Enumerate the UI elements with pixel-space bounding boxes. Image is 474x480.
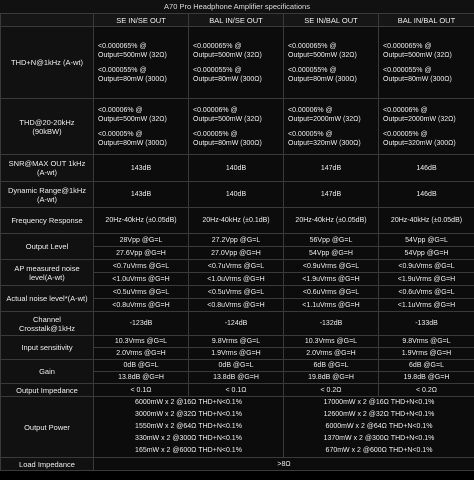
cell: <0.8uVrms @G=H — [94, 299, 189, 312]
cell — [189, 27, 284, 99]
cell-line: Output=80mW (300Ω) — [98, 139, 167, 147]
row-dynamic-range — [1, 182, 474, 208]
cell-line: <0.000055% @ — [193, 66, 242, 74]
cell: < 0.1Ω — [189, 384, 284, 397]
cell: <0.8uVrms @G=H — [189, 299, 284, 312]
row-label — [1, 27, 94, 99]
cell: 9.8Vrms @G=L — [189, 336, 284, 348]
cell: 9.8Vrms @G=L — [379, 336, 474, 348]
cell-line: <0.00006% @ — [98, 106, 143, 114]
row-load-impedance — [1, 458, 474, 471]
cell-line: Output=320mW (300Ω) — [383, 139, 456, 147]
label-line: @20-20kHz (90kBW) — [32, 117, 75, 136]
cell — [379, 27, 474, 99]
cell-line: Output=500mW (32Ω) — [98, 115, 167, 123]
cell: -133dB — [379, 312, 474, 336]
cell: 140dB — [189, 182, 284, 208]
cell: 19.8dB @G=H — [379, 372, 474, 384]
cell: <1.9uVrms @G=H — [284, 273, 379, 286]
cell: 147dB — [284, 155, 379, 182]
cell: 0dB @G=L — [189, 360, 284, 372]
row-label — [1, 260, 94, 286]
cell-line: Output=2000mW (32Ω) — [288, 115, 361, 123]
cell-line: <0.000065% @ — [98, 42, 147, 50]
cell-bal-power — [284, 397, 474, 458]
cell — [94, 27, 189, 99]
cell — [379, 99, 474, 155]
row-label: Output Impedance — [1, 384, 94, 397]
cell: <0.9uVrms @G=L — [284, 260, 379, 273]
cell-line: Output=500mW (32Ω) — [193, 51, 262, 59]
label-line: Actual noise level* — [6, 294, 68, 303]
cell-line: <0.000055% @ — [383, 66, 432, 74]
label-line: @1kHz (A-wt) — [37, 185, 87, 204]
cell-line: Output=80mW (300Ω) — [288, 75, 357, 83]
row-label — [1, 155, 94, 182]
cell-line: <0.00005% @ — [383, 130, 428, 138]
cell: 20Hz-40kHz (±0.05dB) — [379, 208, 474, 234]
cell: 10.3Vrms @G=L — [284, 336, 379, 348]
cell: 146dB — [379, 155, 474, 182]
cell: <0.7uVrms @G=L — [94, 260, 189, 273]
spec-table — [0, 13, 474, 471]
label-line: (A-wt) — [44, 272, 65, 282]
cell: -132dB — [284, 312, 379, 336]
row-output-power — [1, 397, 474, 458]
cell: 146dB — [379, 182, 474, 208]
header-se-se: SE IN/SE OUT — [94, 14, 189, 27]
cell-line: Output=320mW (300Ω) — [288, 139, 361, 147]
cell: 6dB @G=L — [379, 360, 474, 372]
label-line: (A-wt) — [67, 294, 88, 303]
power-line: 17000mW x 2 @16Ω THD+N<0.1% — [323, 399, 435, 406]
power-line: 3000mW x 2 @32Ω THD+N<0.1% — [135, 411, 242, 418]
row-gain — [1, 360, 474, 372]
cell: 13.8dB @G=H — [189, 372, 284, 384]
row-frequency-response — [1, 208, 474, 234]
cell: -123dB — [94, 312, 189, 336]
cell: < 0.2Ω — [284, 384, 379, 397]
cell: < 0.1Ω — [94, 384, 189, 397]
row-label — [1, 312, 94, 336]
cell: 19.8dB @G=H — [284, 372, 379, 384]
label-line: THD+N — [11, 58, 37, 67]
cell-line: <0.00006% @ — [383, 106, 428, 114]
label-line: SNR — [8, 159, 25, 168]
cell-line: <0.000065% @ — [193, 42, 242, 50]
label-line: @1kHz — [50, 323, 75, 333]
row-label: Frequency Response — [1, 208, 94, 234]
label-line: THD — [19, 117, 35, 127]
row-output-level — [1, 234, 474, 247]
label-line: AP measured noise level — [14, 263, 80, 282]
row-label: Load Impedance — [1, 458, 94, 471]
cell: <0.5uVrms @G=L — [189, 286, 284, 299]
cell: 54Vpp @G=H — [379, 247, 474, 260]
cell-line: <0.000055% @ — [288, 66, 337, 74]
cell-line: Output=500mW (32Ω) — [193, 115, 262, 123]
cell: 2.0Vrms @G=H — [284, 348, 379, 360]
row-thd-20k — [1, 99, 474, 155]
cell-line: Output=500mW (32Ω) — [288, 51, 357, 59]
cell: 20Hz-40kHz (±0.05dB) — [94, 208, 189, 234]
cell-line: <0.000065% @ — [288, 42, 337, 50]
cell-line: Output=2000mW (32Ω) — [383, 115, 456, 123]
label-line: Dynamic Range — [7, 185, 62, 195]
power-line: 330mW x 2 @300Ω THD+N<0.1% — [135, 435, 242, 442]
cell — [94, 99, 189, 155]
cell-line: <0.00006% @ — [193, 106, 238, 114]
power-line: 1550mW x 2 @64Ω THD+N<0.1% — [135, 423, 242, 430]
row-ap-noise — [1, 260, 474, 273]
page-title: A70 Pro Headphone Amplifier specifications — [0, 0, 474, 13]
power-line: 670mW x 2 @600Ω THD+N<0.1% — [325, 447, 433, 454]
power-line: 12600mW x 2 @32Ω THD+N<0.1% — [323, 411, 435, 418]
cell: 56Vpp @G=L — [284, 234, 379, 247]
cell: 6dB @G=L — [284, 360, 379, 372]
row-crosstalk — [1, 312, 474, 336]
power-line: 1370mW x 2 @300Ω THD+N<0.1% — [323, 435, 435, 442]
cell — [284, 27, 379, 99]
cell-line: Output=80mW (300Ω) — [193, 75, 262, 83]
cell: 140dB — [189, 155, 284, 182]
cell-line: Output=80mW (300Ω) — [98, 75, 167, 83]
cell: 27.0Vpp @G=H — [189, 247, 284, 260]
cell: <1.1uVrms @G=H — [284, 299, 379, 312]
row-label: Input sensitivity — [1, 336, 94, 360]
cell: <1.9uVrms @G=H — [379, 273, 474, 286]
cell-line: Output=500mW (32Ω) — [383, 51, 452, 59]
cell: <0.9uVrms @G=L — [379, 260, 474, 273]
row-label: Output Power — [1, 397, 94, 458]
cell: 27.6Vpp @G=H — [94, 247, 189, 260]
cell: 1.9Vrms @G=H — [189, 348, 284, 360]
cell — [189, 99, 284, 155]
cell: 10.3Vrms @G=L — [94, 336, 189, 348]
cell: 143dB — [94, 155, 189, 182]
cell: < 0.2Ω — [379, 384, 474, 397]
cell: 1.9Vrms @G=H — [379, 348, 474, 360]
cell: <0.6uVrms @G=L — [379, 286, 474, 299]
row-output-impedance — [1, 384, 474, 397]
cell: 147dB — [284, 182, 379, 208]
cell-line: <0.00006% @ — [288, 106, 333, 114]
row-input-sensitivity — [1, 336, 474, 348]
cell: <0.6uVrms @G=L — [284, 286, 379, 299]
row-actual-noise — [1, 286, 474, 299]
cell: <1.0uVrms @G=H — [189, 273, 284, 286]
row-label: Gain — [1, 360, 94, 384]
power-line: 165mW x 2 @600Ω THD+N<0.1% — [135, 447, 242, 454]
cell-line: <0.00005% @ — [98, 130, 143, 138]
cell: 20Hz-40kHz (±0.05dB) — [284, 208, 379, 234]
power-line: 6000mW x 2 @64Ω THD+N<0.1% — [325, 423, 433, 430]
cell: 20Hz-40kHz (±0.1dB) — [189, 208, 284, 234]
cell: 0dB @G=L — [94, 360, 189, 372]
cell-line: <0.00005% @ — [288, 130, 333, 138]
cell: 13.8dB @G=H — [94, 372, 189, 384]
row-label — [1, 99, 94, 155]
cell: 28Vpp @G=L — [94, 234, 189, 247]
cell: 27.2Vpp @G=L — [189, 234, 284, 247]
cell: 54Vpp @G=H — [284, 247, 379, 260]
cell-line: <0.000055% @ — [98, 66, 147, 74]
row-label — [1, 182, 94, 208]
row-label — [1, 286, 94, 312]
label-line: @1kHz (A-wt) — [36, 58, 83, 67]
cell: 54Vpp @G=L — [379, 234, 474, 247]
power-line: 6000mW x 2 @16Ω THD+N<0.1% — [135, 399, 242, 406]
header-row — [1, 14, 474, 27]
cell: <1.1uVrms @G=H — [379, 299, 474, 312]
row-thd-1k — [1, 27, 474, 99]
cell: <1.0uVrms @G=H — [94, 273, 189, 286]
cell: <0.5uVrms @G=L — [94, 286, 189, 299]
cell-line: Output=80mW (300Ω) — [193, 139, 262, 147]
header-blank — [1, 14, 94, 27]
cell: 143dB — [94, 182, 189, 208]
header-bal-se: BAL IN/SE OUT — [189, 14, 284, 27]
cell: <0.7uVrms @G=L — [189, 260, 284, 273]
cell-se-power — [94, 397, 284, 458]
cell — [284, 99, 379, 155]
row-snr — [1, 155, 474, 182]
cell: >8Ω — [94, 458, 474, 471]
header-se-bal: SE IN/BAL OUT — [284, 14, 379, 27]
label-line: Channel Crosstalk — [19, 314, 61, 333]
cell: 2.0Vrms @G=H — [94, 348, 189, 360]
cell-line: Output=80mW (300Ω) — [383, 75, 452, 83]
cell: -124dB — [189, 312, 284, 336]
cell-line: <0.000065% @ — [383, 42, 432, 50]
row-label: Output Level — [1, 234, 94, 260]
label-line: @MAX OUT 1kHz (A-wt) — [24, 159, 86, 177]
cell-line: Output=500mW (32Ω) — [98, 51, 167, 59]
header-bal-bal: BAL IN/BAL OUT — [379, 14, 474, 27]
cell-line: <0.00005% @ — [193, 130, 238, 138]
